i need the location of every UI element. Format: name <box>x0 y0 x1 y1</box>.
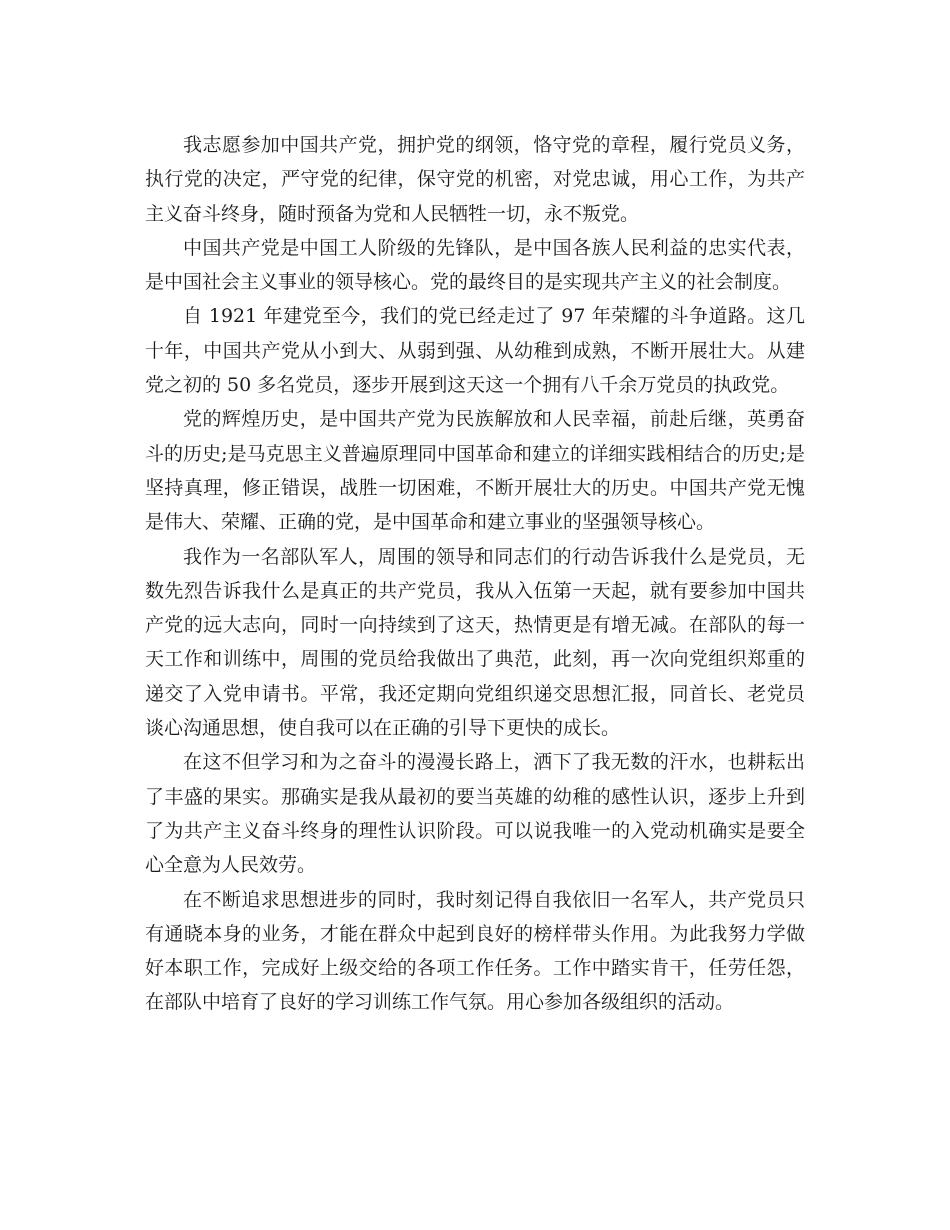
paragraph-5: 我作为一名部队军人，周围的领导和同志们的行动告诉我什么是党员，无数先烈告诉我什么是真正的共产党员，我从入伍第一天起，就有要参加中国共产党的远大志向，同时一向持续到了这天，热情更是有增无减。在部队的每一天工作和训练中，周围的党员给我做出了典范，此刻，再一次向党组织郑重的递交了入党申请书。平常，我还定期向党组织递交思想汇报，同首长、老党员谈心沟通思想，使自我可以在正确的引导下更快的成长。 <box>145 545 805 740</box>
paragraph-3: 自 1921 年建党至今，我们的党已经走过了 97 年荣耀的斗争道路。这几十年，中国共产党从小到大、从弱到强、从幼稚到成熟，不断开展壮大。从建党之初的 50 多名党员，逐步开展到这天这一个拥有八千余万党员的执政党。 <box>145 305 805 397</box>
paragraph-1: 我志愿参加中国共产党，拥护党的纲领，恪守党的章程，履行党员义务，执行党的决定，严守党的纪律，保守党的机密，对党忠诚，用心工作，为共产主义奋斗终身，随时预备为党和人民牺牲一切，永不叛党。 <box>145 134 805 225</box>
paragraph-2: 中国共产党是中国工人阶级的先锋队，是中国各族人民利益的忠实代表，是中国社会主义事业的领导核心。党的最终目的是实现共产主义的社会制度。 <box>145 236 805 294</box>
document-body <box>145 128 805 1020</box>
paragraph-4: 党的辉煌历史，是中国共产党为民族解放和人民幸福，前赴后继，英勇奋斗的历史;是马克思主义普遍原理同中国革命和建立的详细实践相结合的历史;是坚持真理，修正错误，战胜一切困难，不断开展壮大的历史。中国共产党无愧是伟大、荣耀、正确的党，是中国革命和建立事业的坚强领导核心。 <box>145 408 805 534</box>
paragraph-7: 在不断追求思想进步的同时，我时刻记得自我依旧一名军人，共产党员只有通晓本身的业务，才能在群众中起到良好的榜样带头作用。为此我努力学做好本职工作，完成好上级交给的各项工作任务。工作中踏实肯干，任劳任怨，在部队中培育了良好的学习训练工作气氛。用心参加各级组织的活动。 <box>145 888 805 1014</box>
paragraph-6: 在这不但学习和为之奋斗的漫漫长路上，洒下了我无数的汗水，也耕耘出了丰盛的果实。那确实是我从最初的要当英雄的幼稚的感性认识，逐步上升到了为共产主义奋斗终身的理性认识阶段。可以说我唯一的入党动机确实是要全心全意为人民效劳。 <box>145 751 805 877</box>
